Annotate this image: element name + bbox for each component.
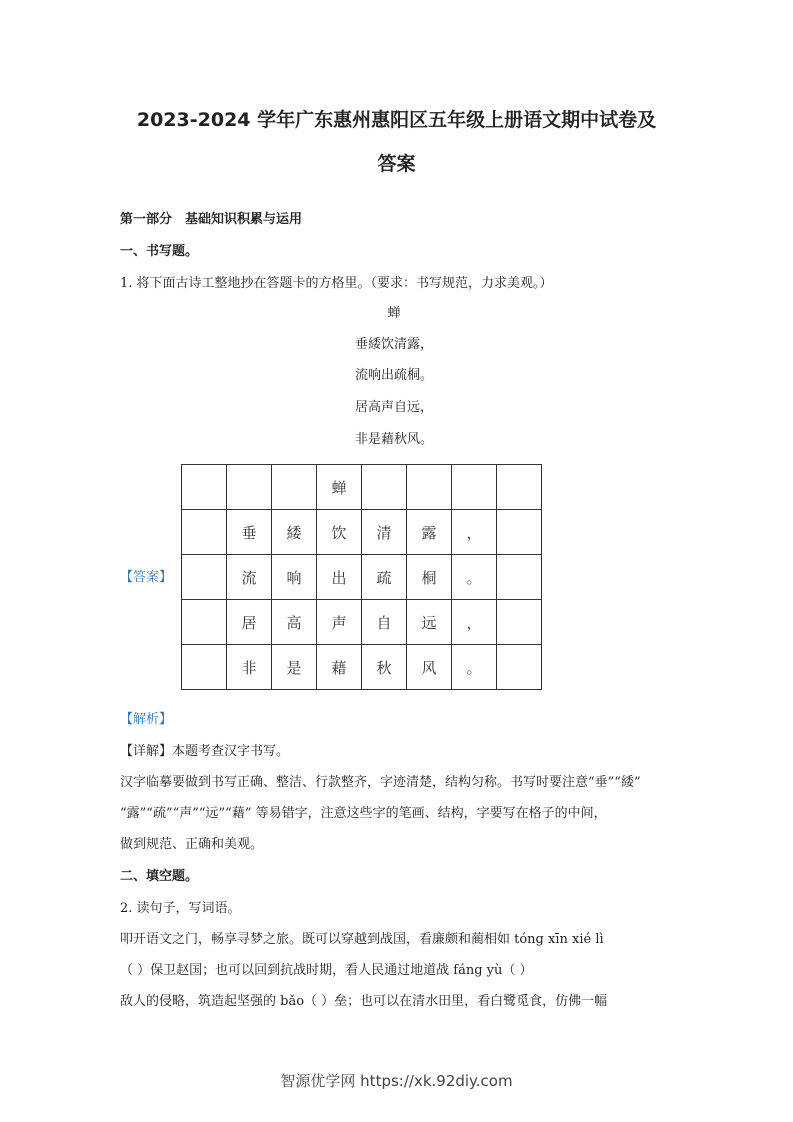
- grid-cell: [362, 465, 407, 510]
- grid-cell: 。: [452, 555, 497, 600]
- grid-cell: 声: [317, 600, 362, 645]
- grid-cell: [272, 465, 317, 510]
- grid-cell: 藉: [317, 645, 362, 690]
- section-heading-writing: 一、书写题。: [120, 244, 199, 259]
- grid-cell: [452, 465, 497, 510]
- explanation-line: “露”“疏”“声”“远”“藉” 等易错字，注意这些字的笔画、结构，字要写在格子的中间，: [120, 806, 607, 821]
- explanation-line: 做到规范、正确和美观。: [120, 837, 264, 852]
- poem-line: 垂緌饮清露，: [354, 337, 433, 352]
- grid-cell: 出: [317, 555, 362, 600]
- answer-grid: [181, 464, 542, 690]
- grid-cell: 居: [227, 600, 272, 645]
- grid-cell: 是: [272, 645, 317, 690]
- poem-line: 居高声自远，: [354, 400, 433, 415]
- grid-cell: [497, 600, 542, 645]
- grid-cell: [182, 465, 227, 510]
- grid-cell: [497, 555, 542, 600]
- question-2-text: 叩开语文之门，畅享寻梦之旅。既可以穿越到战国，看廉颇和蔺相如 tóng xīn xié lì: [120, 932, 604, 947]
- grid-cell: 桐: [407, 555, 452, 600]
- grid-cell: 响: [272, 555, 317, 600]
- grid-row: [182, 510, 542, 555]
- grid-cell: 自: [362, 600, 407, 645]
- grid-cell: [182, 645, 227, 690]
- grid-cell: 緌: [272, 510, 317, 555]
- grid-row: [182, 645, 542, 690]
- grid-cell: [497, 510, 542, 555]
- analysis-label: 【解析】: [120, 712, 173, 727]
- part-heading: 第一部分 基础知识积累与运用: [120, 212, 303, 227]
- question-1: 1. 将下面古诗工整地抄在答题卡的方格里。（要求：书写规范，力求美观。）: [120, 276, 553, 291]
- question-2-text: 敌人的侵略，筑造起坚强的 bǎo（ ）垒；也可以在清水田里，看白鹭觅食，仿佛一幅: [120, 994, 608, 1009]
- poem-line: 流响出疏桐。: [354, 368, 433, 383]
- grid-cell: [182, 555, 227, 600]
- footer-watermark: 智源优学网 https://xk.92diy.com: [280, 1072, 513, 1090]
- poem-title: 蝉: [387, 306, 401, 321]
- grid-cell: 秋: [362, 645, 407, 690]
- grid-row: [182, 465, 542, 510]
- title-line-2: 答案: [377, 153, 416, 175]
- grid-cell: 垂: [227, 510, 272, 555]
- question-2-text: （ ）保卫赵国；也可以回到抗战时期，看人民通过地道战 fáng yù（ ）: [120, 963, 533, 978]
- grid-cell: ，: [452, 510, 497, 555]
- grid-cell: 蝉: [317, 465, 362, 510]
- grid-cell: [407, 465, 452, 510]
- grid-cell: 清: [362, 510, 407, 555]
- grid-cell: 高: [272, 600, 317, 645]
- section-heading-fill: 二、填空题。: [120, 869, 199, 884]
- grid-cell: 饮: [317, 510, 362, 555]
- title-line-1: 2023-2024 学年广东惠州惠阳区五年级上册语文期中试卷及: [136, 109, 657, 131]
- answer-label: 【答案】: [120, 570, 173, 585]
- grid-cell: 露: [407, 510, 452, 555]
- grid-cell: [182, 510, 227, 555]
- grid-cell: 疏: [362, 555, 407, 600]
- grid-row: [182, 555, 542, 600]
- grid-cell: 。: [452, 645, 497, 690]
- question-2: 2. 读句子，写词语。: [120, 901, 241, 916]
- detail-text: 【详解】本题考查汉字书写。: [120, 744, 290, 759]
- grid-cell: [497, 465, 542, 510]
- grid-cell: [497, 645, 542, 690]
- grid-row: [182, 600, 542, 645]
- grid-cell: 风: [407, 645, 452, 690]
- grid-cell: [182, 600, 227, 645]
- grid-cell: 非: [227, 645, 272, 690]
- document-title: [100, 98, 693, 186]
- grid-cell: [227, 465, 272, 510]
- poem-line: 非是藉秋风。: [354, 432, 433, 447]
- grid-cell: ，: [452, 600, 497, 645]
- grid-cell: 远: [407, 600, 452, 645]
- explanation-line: 汉字临摹要做到书写正确、整洁、行款整齐，字迹清楚，结构匀称。书写时要注意“垂”“緌”: [120, 775, 641, 790]
- grid-cell: 流: [227, 555, 272, 600]
